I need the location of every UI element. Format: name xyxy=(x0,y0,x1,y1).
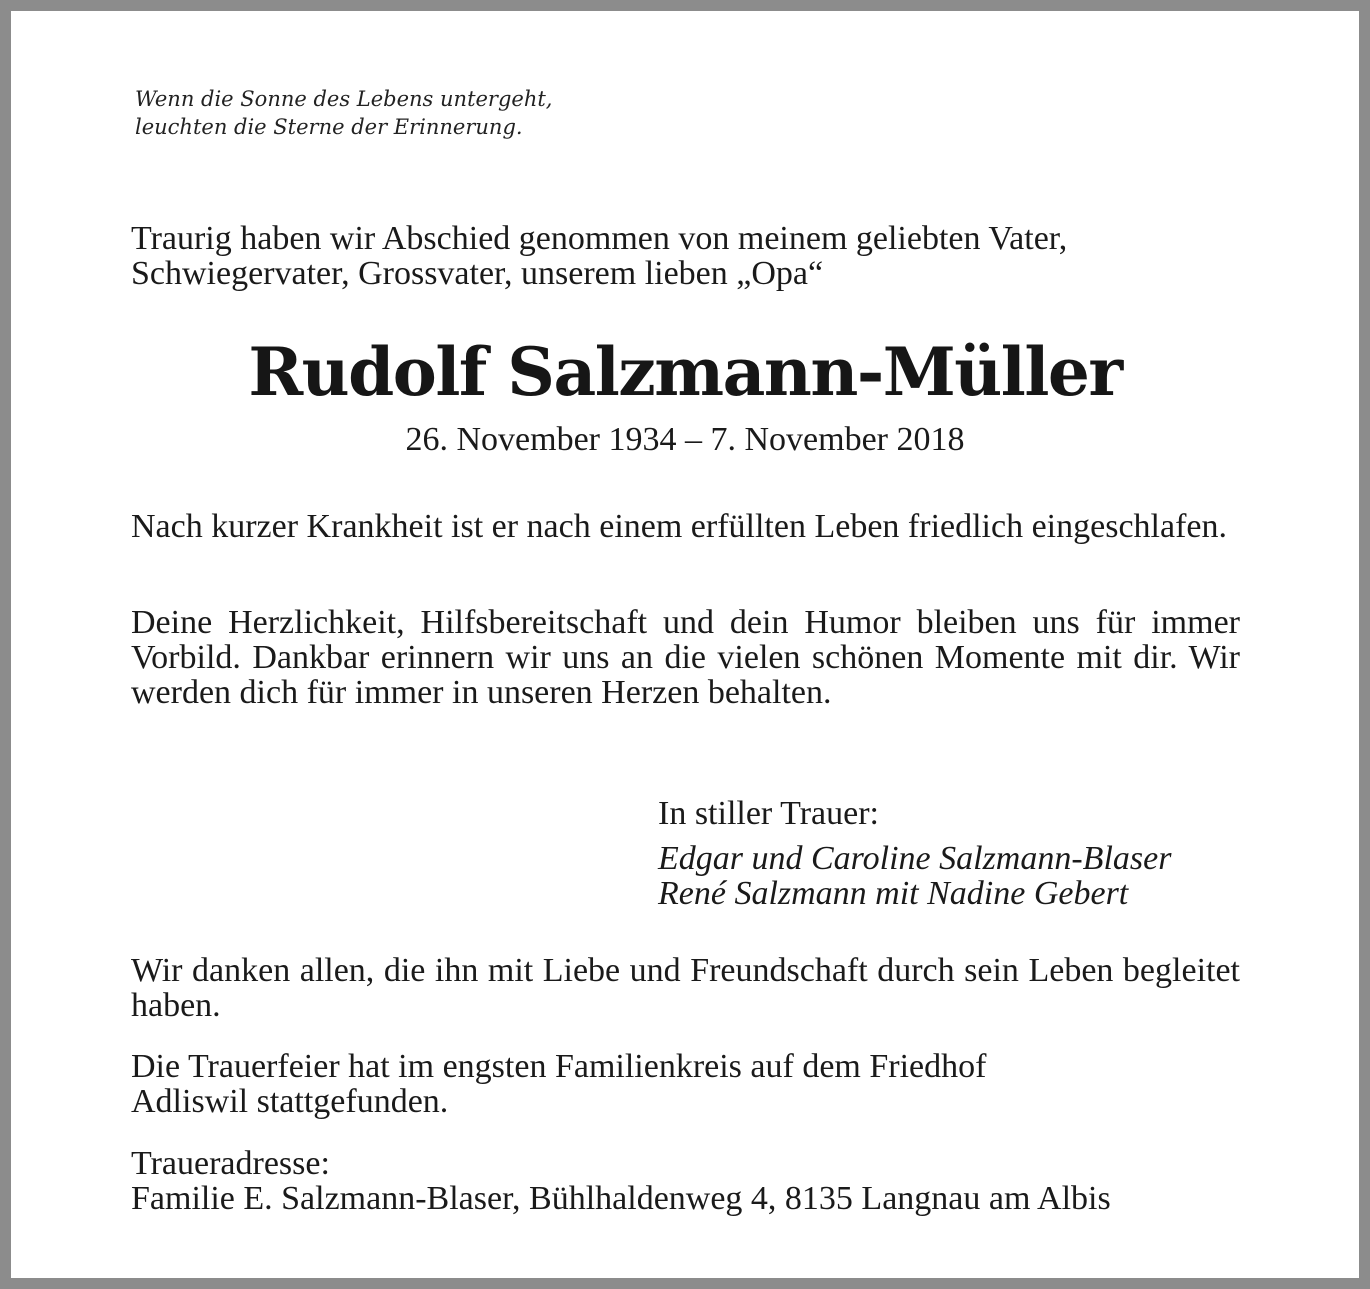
intro-line-2: Schwiegervater, Grossvater, unserem lieben „Opa“ xyxy=(131,255,824,292)
motto-line-2: leuchten die Sterne der Erinnerung. xyxy=(135,115,523,139)
mourner-name: René Salzmann mit Nadine Gebert xyxy=(658,875,1129,912)
motto-quote xyxy=(135,85,552,141)
ceremony-text xyxy=(131,1049,1240,1119)
intro-line-1: Traurig haben wir Abschied genommen von meinem geliebten Vater, xyxy=(131,220,1068,257)
motto-line-1: Wenn die Sonne des Lebens untergeht, xyxy=(135,87,553,111)
address-value: Familie E. Salzmann-Blaser, Bühlhaldenweg 4, 8135 Langnau am Albis xyxy=(131,1180,1111,1217)
mourner-name: Edgar und Caroline Salzmann-Blaser xyxy=(658,840,1172,877)
address-block xyxy=(131,1146,1240,1216)
thanks-text: Wir danken allen, die ihn mit Liebe und Freundschaft durch sein Leben begleitet haben. xyxy=(131,952,1240,1024)
mourners-heading: In stiller Trauer: xyxy=(658,795,879,832)
body-paragraph-1: Nach kurzer Krankheit ist er nach einem erfüllten Leben friedlich eingeschlafen. xyxy=(131,508,1227,545)
life-dates: 26. November 1934 – 7. November 2018 xyxy=(405,421,965,458)
body-paragraph-2: Deine Herzlichkeit, Hilfsbereitschaft und dein Humor bleiben uns für immer Vorbild. Dankbar erinnern wir uns an die vielen schönen Momente mit dir. Wir werden dich für immer in unseren Herzen behalten. xyxy=(131,604,1240,711)
deceased-name: Rudolf Salzmann-Müller xyxy=(248,333,1122,411)
mourners-names xyxy=(658,841,1171,911)
address-label: Traueradresse: xyxy=(131,1145,330,1182)
ceremony-line-1: Die Trauerfeier hat im engsten Familienkreis auf dem Friedhof xyxy=(131,1048,987,1085)
ceremony-line-2: Adliswil stattgefunden. xyxy=(131,1083,449,1120)
intro-text xyxy=(131,221,1240,291)
mourners-block xyxy=(658,796,1171,911)
